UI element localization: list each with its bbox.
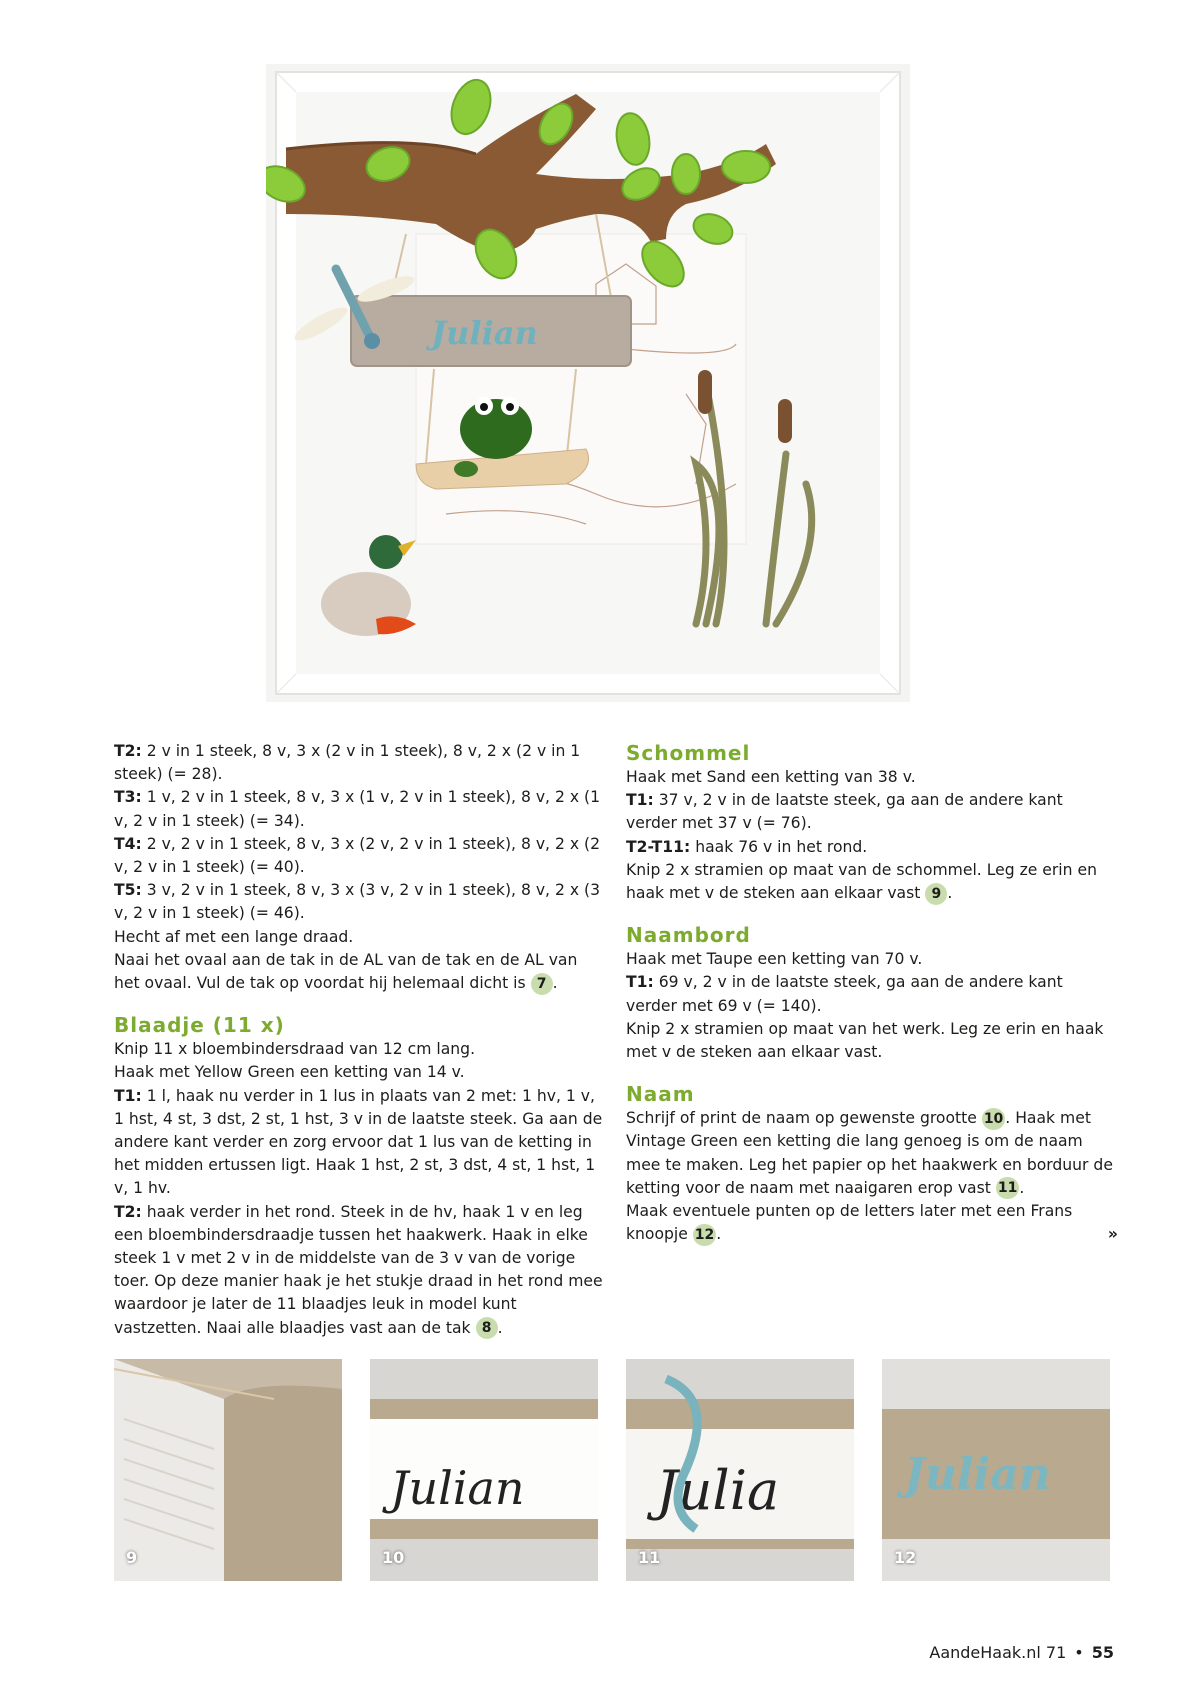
- step-photo-9: [114, 1359, 342, 1581]
- continue-arrow: »: [1107, 1225, 1118, 1244]
- step-badge-7: 7: [531, 973, 553, 995]
- right-column: [626, 740, 1118, 1246]
- row-t2: T2: 2 v in 1 steek, 8 v, 3 x (2 v in 1 steek), 8 v, 2 x (2 v in 1 steek) (= 28).: [114, 742, 581, 784]
- swing-row-t2-t11: T2-T11: haak 76 v in het rond.: [626, 837, 868, 856]
- name-dots-note: Maak eventuele punten op de letters later met een Frans knoopje 12 . »: [626, 1200, 1118, 1246]
- row-t5: T5: 3 v, 2 v in 1 steek, 8 v, 3 x (3 v, 2 v in 1 steek), 8 v, 2 x (3 v, 2 v in 1 steek) (= 46).: [114, 881, 601, 923]
- page-number: 55: [1091, 1643, 1114, 1662]
- heading-naam: Naam: [626, 1082, 695, 1107]
- step-badge-10: 10: [982, 1108, 1005, 1130]
- svg-text:Julian: Julian: [904, 1449, 1051, 1500]
- step-photo-12: [882, 1359, 1110, 1581]
- heading-schommel: Schommel: [626, 741, 751, 765]
- footer-bullet: •: [1074, 1643, 1084, 1662]
- finish-note: Hecht af met een lange draad.: [114, 927, 354, 946]
- row-t4: T4: 2 v, 2 v in 1 steek, 8 v, 3 x (2 v, 2 v in 1 steek), 8 v, 2 x (2 v, 2 v in 1 steek) (= 40).: [114, 834, 601, 877]
- leaf-row-t2: T2: haak verder in het rond. Steek in de hv, haak 1 v en leg een bloembindersdraadje tussen het haakwerk. Haak in elke steek 1 v met 2 v in de middelste van de 3 v van de vorige toer. Op deze manier haak je het stukje draad in het rond mee waardoor je later de 11 blaadjes leuk in model kunt vastzetten. Naai alle blaadjes vast aan de tak 8 .: [114, 1201, 606, 1340]
- framed-crochet-artwork: [266, 64, 910, 702]
- sign-row-t1: T1: 69 v, 2 v in de laatste steek, ga aan de andere kant verder met 69 v (= 140).: [626, 973, 1063, 1015]
- site-credit: AandeHaak.nl 71: [929, 1643, 1067, 1662]
- svg-text:Julian: Julian: [390, 1461, 525, 1515]
- swing-row-t1: T1: 37 v, 2 v in de laatste steek, ga aan de andere kant verder met 37 v (= 76).: [626, 791, 1063, 833]
- svg-text:Julia: Julia: [656, 1459, 780, 1522]
- step-badge-11: 11: [996, 1177, 1019, 1199]
- step-badge-12: 12: [693, 1224, 716, 1246]
- step-number: 9: [126, 1548, 138, 1567]
- step-photo-10: [370, 1359, 598, 1581]
- sign-name-text: Julian: [431, 314, 538, 352]
- name-instructions: Schrijf of print de naam op gewenste grootte 10 . Haak met Vintage Green een ketting die lang genoeg is om de naam mee te maken. Leg het papier op het haakwerk en borduur de ketting voor de naam met naaigaren erop vast 11 .: [626, 1107, 1118, 1200]
- step-badge-9: 9: [925, 883, 947, 905]
- row-t3: T3: 1 v, 2 v in 1 steek, 8 v, 3 x (1 v, 2 v in 1 steek), 8 v, 2 x (1 v, 2 v in 1 steek) (= 34).: [114, 788, 601, 830]
- left-column: [114, 740, 606, 1340]
- step-number: 12: [894, 1548, 917, 1567]
- step-number: 10: [382, 1548, 405, 1567]
- step-number: 11: [638, 1548, 661, 1567]
- hero-photo: [266, 64, 910, 702]
- chain-note: Haak met Yellow Green een ketting van 14 v.: [114, 1063, 465, 1082]
- sign-intro: Haak met Taupe een ketting van 70 v.: [626, 950, 923, 969]
- step-photo-11: [626, 1359, 854, 1581]
- heading-naambord: Naambord: [626, 923, 751, 948]
- page-footer: [929, 1643, 1114, 1662]
- sign-cut-note: Knip 2 x stramien op maat van het werk. Leg ze erin en haak met v de steken aan elkaar vast.: [626, 1019, 1104, 1062]
- step-badge-8: 8: [476, 1317, 498, 1339]
- cut-note: Knip 11 x bloembindersdraad van 12 cm lang.: [114, 1040, 476, 1059]
- sew-note: Naai het ovaal aan de tak in de AL van de tak en de AL van het ovaal. Vul de tak op voordat hij helemaal dicht is 7 .: [114, 949, 606, 995]
- swing-cut-note: Knip 2 x stramien op maat van de schommel. Leg ze erin en haak met v de steken aan elkaar vast 9 .: [626, 859, 1118, 905]
- swing-intro: Haak met Sand een ketting van 38 v.: [626, 768, 916, 786]
- leaf-row-t1: T1: 1 l, haak nu verder in 1 lus in plaats van 2 met: 1 hv, 1 v, 1 hst, 4 st, 3 dst, 2 st, 1 hst, 3 v in de laatste steek. Ga aan de andere kant verder en zorg ervoor dat 1 lus van de ketting in het midden ertussen ligt. Haak 1 hst, 2 st, 3 dst, 4 st, 1 hst, 1 v, 1 hv.: [114, 1086, 603, 1198]
- heading-blaadje: Blaadje (11 x): [114, 1013, 285, 1038]
